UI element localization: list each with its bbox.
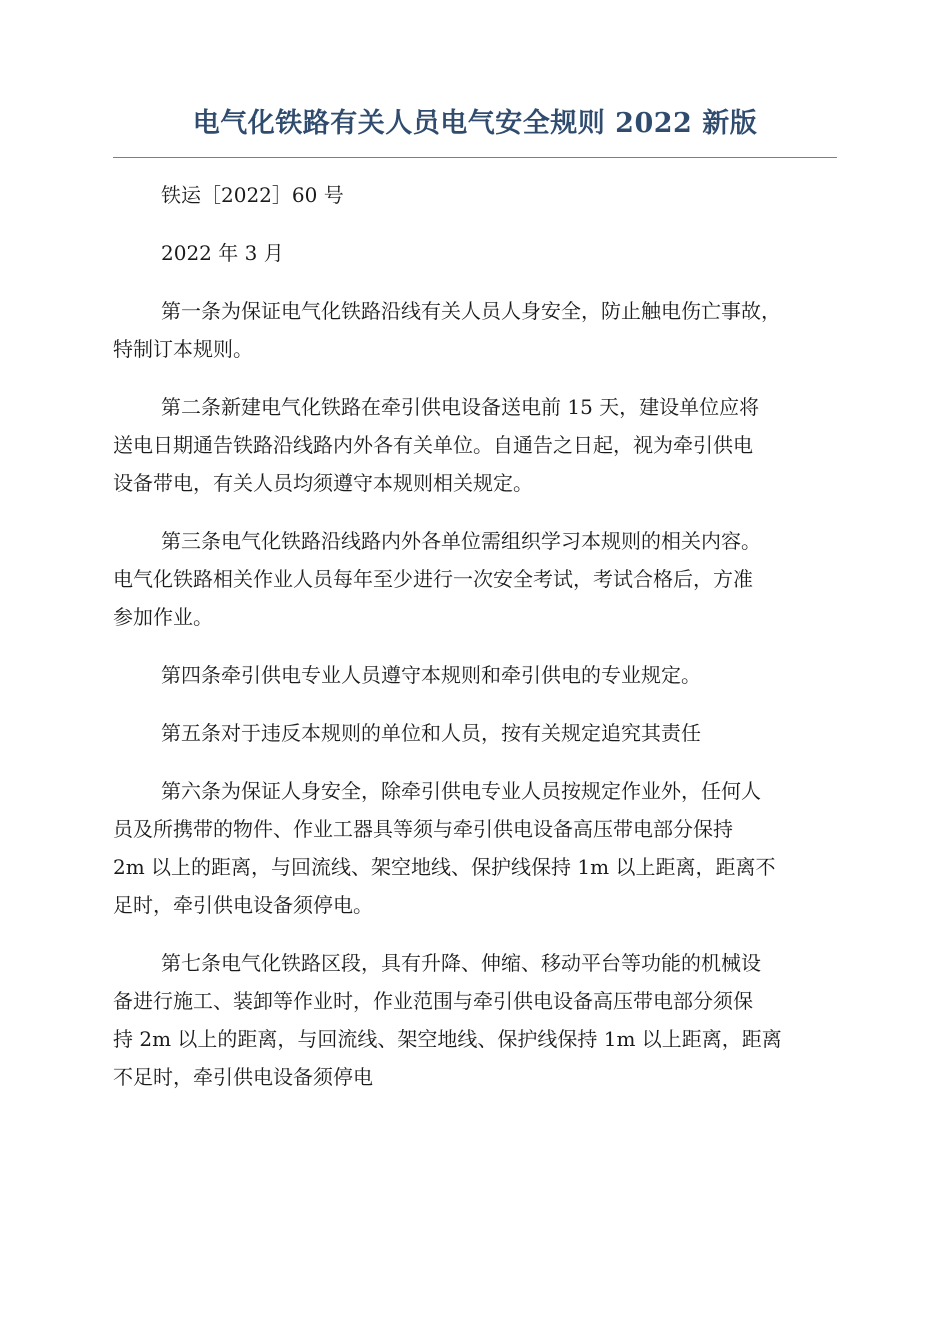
- article-line: 第七条电气化铁路区段，具有升降、伸缩、移动平台等功能的机械设: [161, 951, 761, 975]
- article-line: 参加作业。: [113, 605, 213, 629]
- article-line: 第三条电气化铁路沿线路内外各单位需组织学习本规则的相关内容。: [161, 529, 761, 553]
- article-3: [113, 522, 837, 636]
- doc-number-paragraph: [113, 176, 837, 214]
- article-5: [113, 714, 837, 752]
- article-line: 第二条新建电气化铁路在牵引供电设备送电前 15 天，建设单位应将: [161, 395, 760, 419]
- article-line: 第六条为保证人身安全，除牵引供电专业人员按规定作业外，任何人: [161, 779, 761, 803]
- document-body: [113, 176, 837, 1116]
- doc-date: 2022 年 3 月: [161, 241, 284, 265]
- article-1: [113, 292, 837, 368]
- article-line: 备进行施工、装卸等作业时，作业范围与牵引供电设备高压带电部分须保: [113, 989, 753, 1013]
- article-line: 2m 以上的距离，与回流线、架空地线、保护线保持 1m 以上距离，距离不: [113, 855, 776, 879]
- article-line: 特制订本规则。: [113, 337, 253, 361]
- article-7: [113, 944, 837, 1096]
- article-line: 第五条对于违反本规则的单位和人员，按有关规定追究其责任: [161, 721, 701, 745]
- article-line: 第一条为保证电气化铁路沿线有关人员人身安全，防止触电伤亡事故，: [161, 299, 781, 323]
- article-line: 第四条牵引供电专业人员遵守本规则和牵引供电的专业规定。: [161, 663, 701, 687]
- article-line: 足时，牵引供电设备须停电。: [113, 893, 373, 917]
- article-2: [113, 388, 837, 502]
- article-6: [113, 772, 837, 924]
- article-line: 不足时，牵引供电设备须停电: [113, 1065, 373, 1089]
- article-line: 送电日期通告铁路沿线路内外各有关单位。自通告之日起，视为牵引供电: [113, 433, 753, 457]
- title-divider: [113, 157, 837, 158]
- document-title: 电气化铁路有关人员电气安全规则 2022 新版: [192, 108, 758, 139]
- doc-number: 铁运［2022］60 号: [161, 183, 344, 207]
- article-line: 持 2m 以上的距离，与回流线、架空地线、保护线保持 1m 以上距离，距离: [113, 1027, 782, 1051]
- article-line: 员及所携带的物件、作业工器具等须与牵引供电设备高压带电部分保持: [113, 817, 733, 841]
- article-4: [113, 656, 837, 694]
- article-line: 设备带电，有关人员均须遵守本规则相关规定。: [113, 471, 533, 495]
- article-line: 电气化铁路相关作业人员每年至少进行一次安全考试，考试合格后，方准: [113, 567, 753, 591]
- date-paragraph: [113, 234, 837, 272]
